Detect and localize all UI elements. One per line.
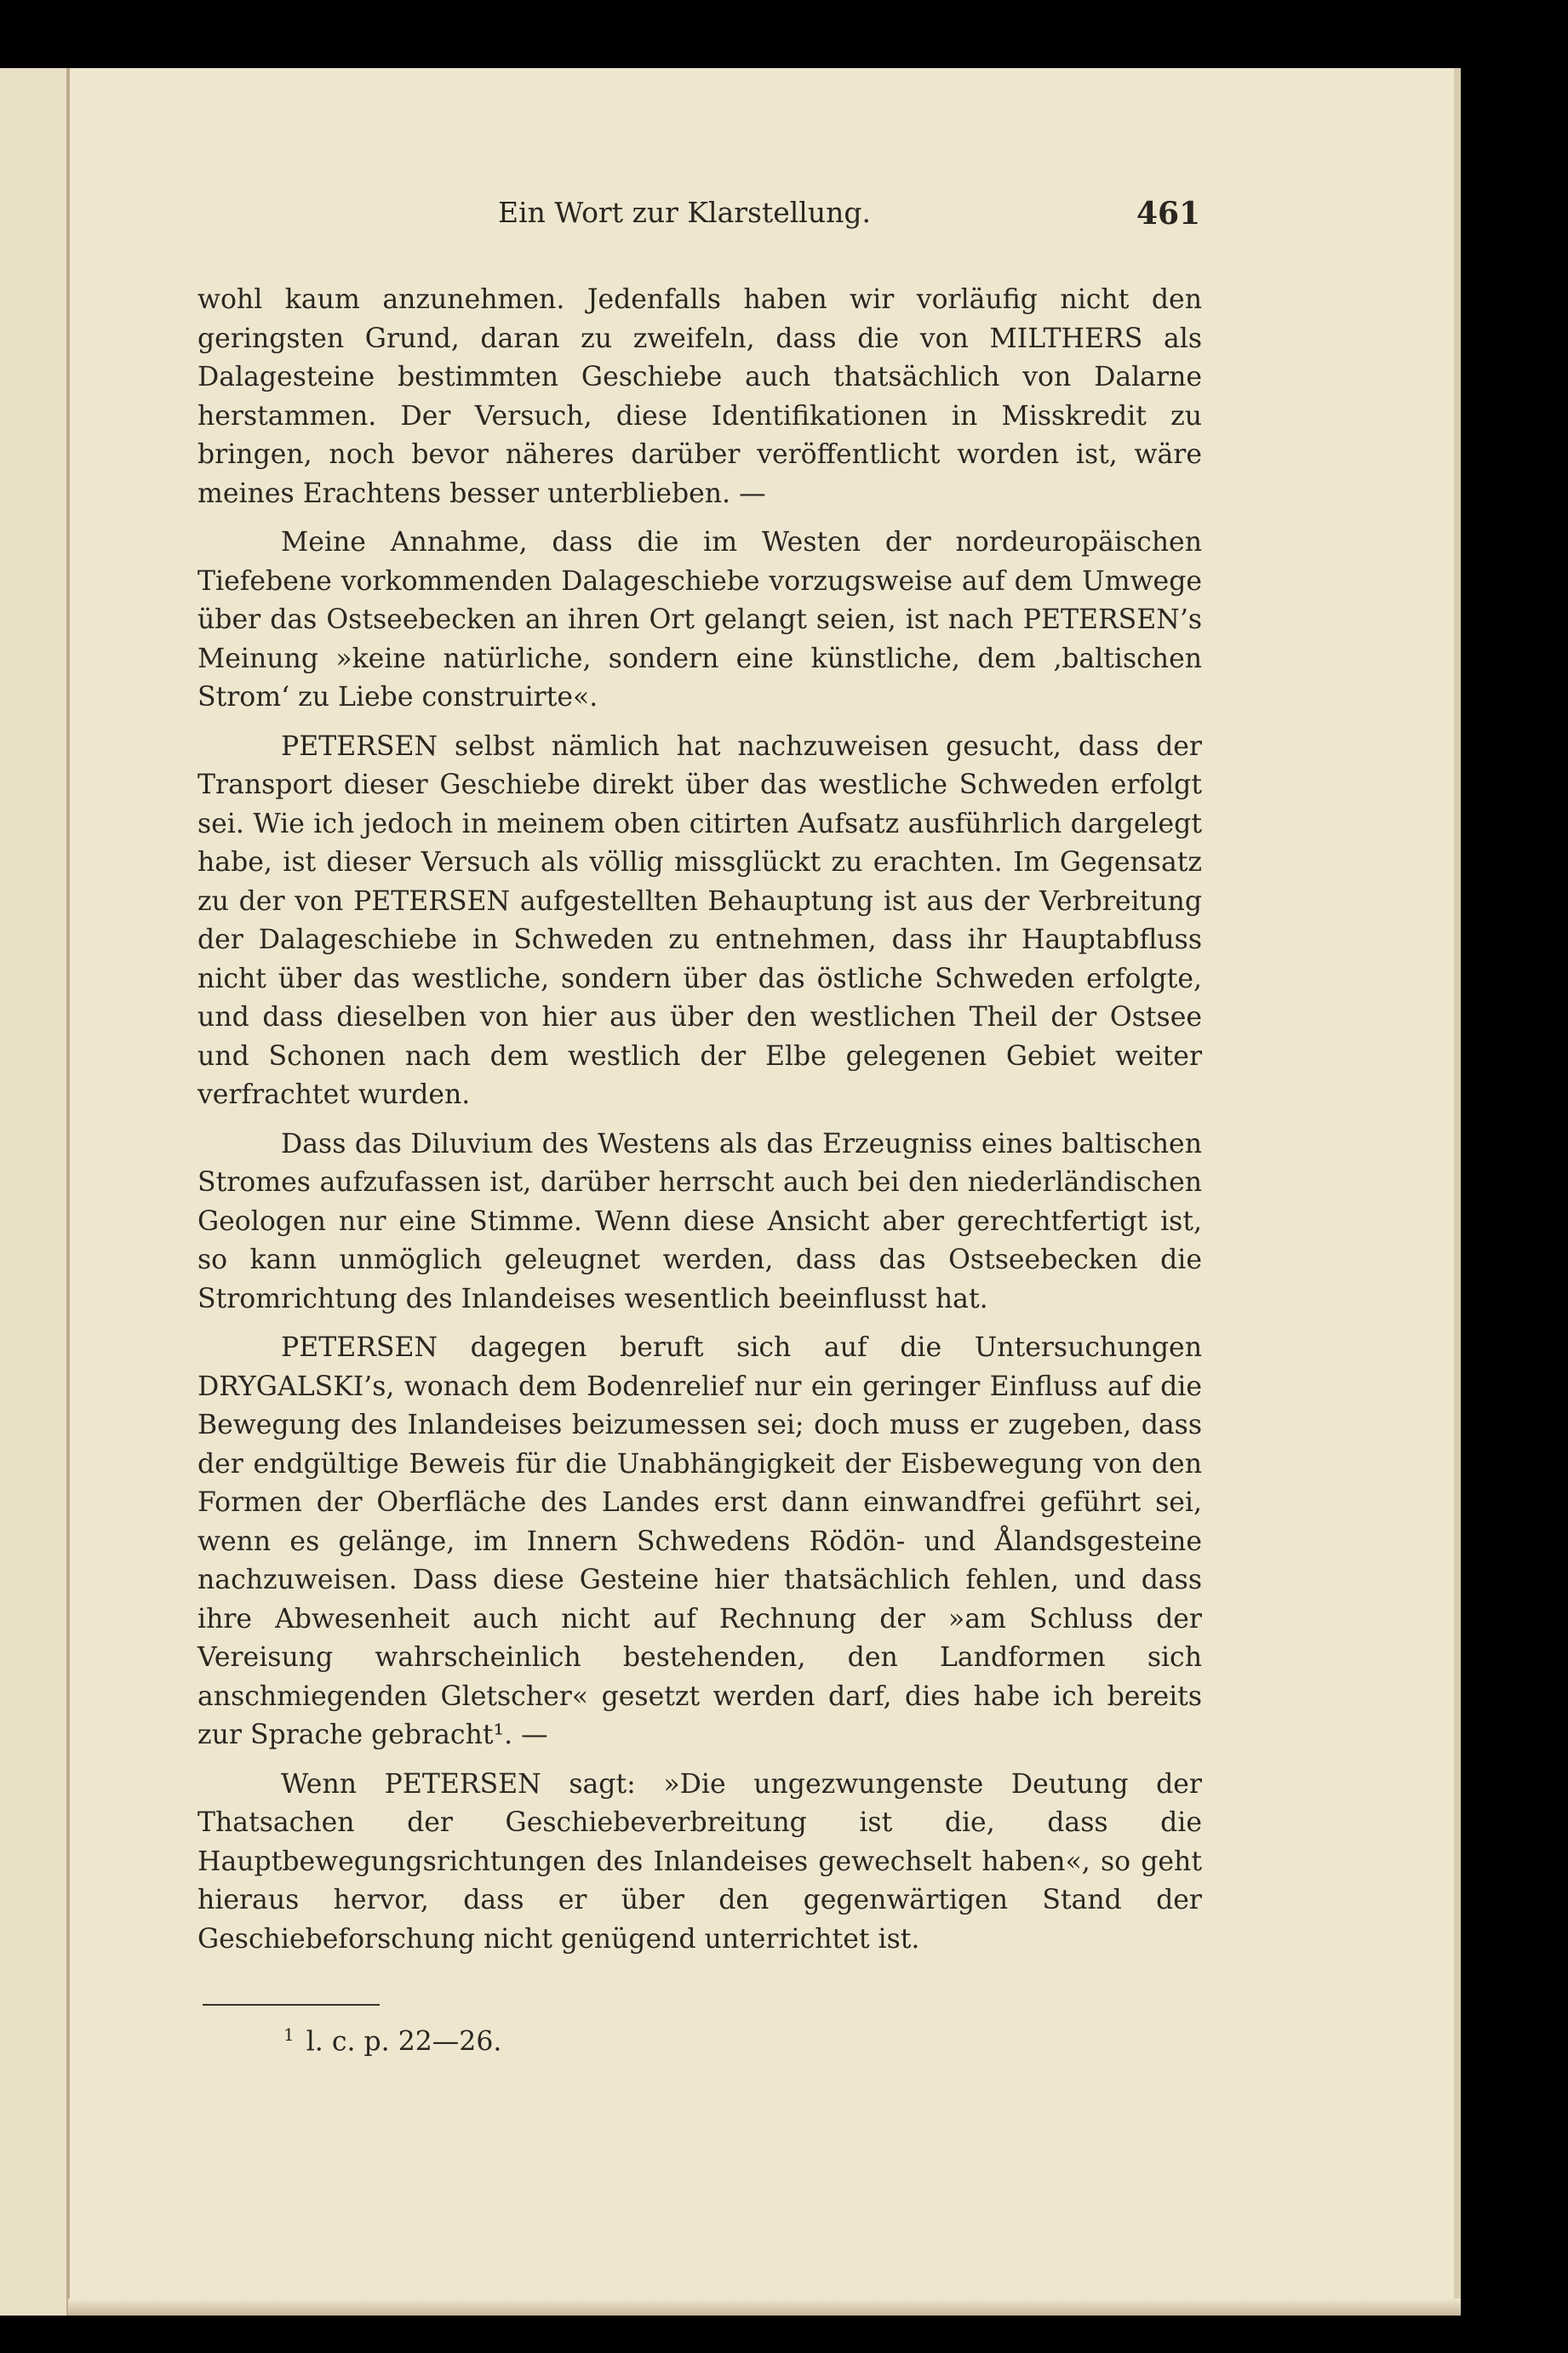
facing-page-edge	[0, 68, 68, 2316]
paragraph: PETERSEN dagegen beruft sich auf die Untersuchungen DRYGALSKI’s, wonach dem Bodenrelief nur ein geringer Einfluss auf die Bewegung des Inlandeises beizumessen sei; doch muss er zugeben, dass der endgültige Beweis für die Unabhängigkeit der Eisbewegung von den Formen der Oberfläche des Landes erst dann einwandfrei geführt sei, wenn es gelänge, im Innern Schwedens Rödön- und Ålandsgesteine nachzuweisen. Dass diese Gesteine hier thatsächlich fehlen, und dass ihre Abwesenheit auch nicht auf Rechnung der »am Schluss der Vereisung wahrscheinlich bestehenden, den Landformen sich anschmiegenden Gletscher« gesetzt werden darf, dies habe ich bereits zur Sprache gebracht¹. —	[197, 1332, 1202, 1750]
page-number: 461	[1136, 196, 1201, 232]
footnote-marker: 1	[283, 2024, 295, 2045]
page-bottom-edge	[68, 2299, 1461, 2316]
paragraph: wohl kaum anzunehmen. Jedenfalls haben wir vorläufig nicht den geringsten Grund, daran zu zweifeln, dass die von MILTHERS als Dalagesteine bestimmten Geschiebe auch thatsächlich von Dalarne herstammen. Der Versuch, diese Identifikationen in Misskredit zu bringen, noch bevor näheres darüber veröffentlicht worden ist, wäre meines Erachtens besser unterblieben. —	[197, 284, 1202, 509]
page-edge	[1454, 68, 1461, 2316]
page-gutter	[66, 68, 70, 2316]
paragraph: Meine Annahme, dass die im Westen der nordeuropäischen Tiefebene vorkommenden Dalageschiebe vorzugsweise auf dem Umwege über das Ostseebecken an ihren Ort gelangt seien, ist nach PETERSEN’s Meinung »keine natürliche, sondern eine künstliche, dem ‚baltischen Strom‘ zu Liebe construirte«.	[197, 527, 1202, 713]
footnote-rule	[203, 2004, 380, 2006]
running-head	[498, 196, 1201, 233]
paragraph: Wenn PETERSEN sagt: »Die ungezwungenste Deutung der Thatsachen der Geschiebeverbreitung ist die, dass die Hauptbewegungsrichtungen des Inlandeises gewechselt haben«, so geht hieraus hervor, dass er über den gegenwärtigen Stand der Geschiebeforschung nicht genügend unterrichtet ist.	[197, 1768, 1202, 1955]
footnote-text: l. c. p. 22—26.	[306, 2026, 502, 2058]
paragraph: PETERSEN selbst nämlich hat nachzuweisen gesucht, dass der Transport dieser Geschiebe direkt über das westliche Schweden erfolgt sei. Wie ich jedoch in meinem oben citirten Aufsatz ausführlich dargelegt habe, ist dieser Versuch als völlig missglückt zu erachten. Im Gegensatz zu der von PETERSEN aufgestellten Behauptung ist aus der Verbreitung der Dalageschiebe in Schweden zu entnehmen, dass ihr Hauptabfluss nicht über das westliche, sondern über das östliche Schweden erfolgte, und dass dieselben von hier aus über den westlichen Theil der Ostsee und Schonen nach dem westlich der Elbe gelegenen Gebiet weiter verfrachtet wurden.	[197, 730, 1202, 1110]
running-head-title: Ein Wort zur Klarstellung.	[498, 196, 871, 229]
paragraph: Dass das Diluvium des Westens als das Erzeugniss eines baltischen Stromes aufzufassen ist, darüber herrscht auch bei den niederländischen Geologen nur eine Stimme. Wenn diese Ansicht aber gerechtfertigt ist, so kann unmöglich geleugnet werden, dass das Ostseebecken die Stromrichtung des Inlandeises wesentlich beeinflusst hat.	[197, 1128, 1202, 1314]
footnote	[283, 2024, 501, 2058]
body-text	[197, 281, 1202, 1959]
